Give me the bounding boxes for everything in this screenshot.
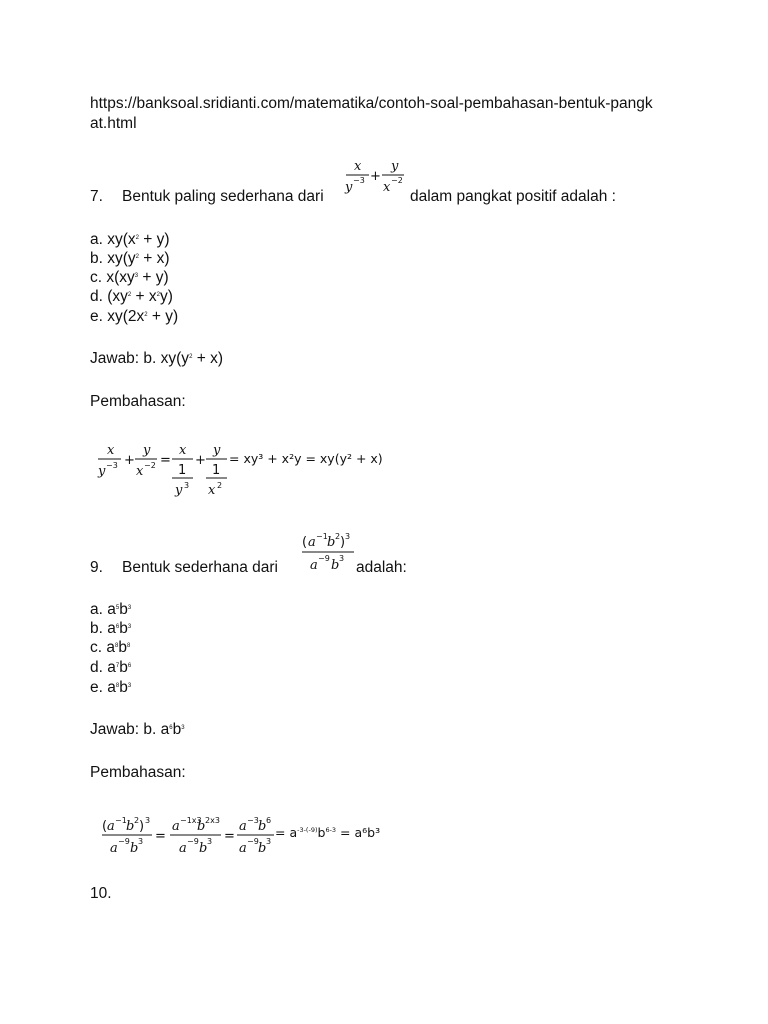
q9-expression <box>300 530 362 576</box>
svg-text:y: y <box>98 464 106 479</box>
svg-text:3: 3 <box>345 532 351 541</box>
svg-text:x: x <box>136 464 144 479</box>
q9-solution-math <box>100 814 282 860</box>
q7-tail-text: dalam pangkat positif adalah : <box>410 188 616 205</box>
svg-text:y: y <box>143 443 151 458</box>
svg-text:3: 3 <box>145 816 151 825</box>
svg-text:): ) <box>340 535 346 550</box>
svg-text:2: 2 <box>335 532 341 541</box>
svg-text:6: 6 <box>266 816 272 825</box>
svg-text:−1: −1 <box>316 532 328 541</box>
svg-text:a: a <box>308 535 316 550</box>
q7-expression <box>342 156 406 200</box>
q7-option-e: e. $xy(2x^2 + y)$ <box>90 308 179 325</box>
svg-text:y: y <box>345 180 353 195</box>
q9-discussion-label: Pembahasan: <box>90 764 186 781</box>
q9-option-c: c. $a^8b^8$ <box>90 639 131 656</box>
q9-option-e: e. $a^8b^3$ <box>90 679 132 696</box>
svg-text:x: x <box>208 483 216 498</box>
svg-text:a: a <box>239 841 247 856</box>
svg-text:2: 2 <box>134 816 140 825</box>
q7-solution-result: = xy³ + x²y = xy(y² + x) <box>229 451 383 466</box>
q9-lead-text: Bentuk sederhana dari <box>122 559 278 576</box>
svg-text:x: x <box>107 443 115 458</box>
q9-option-a: a. $a^5b^3$ <box>90 601 132 618</box>
q7-option-a: a. $xy(x^2 + y)$ <box>90 231 170 248</box>
svg-text:−3: −3 <box>247 816 259 825</box>
svg-text:a: a <box>310 558 318 573</box>
svg-text:−2: −2 <box>391 176 403 185</box>
svg-text:1: 1 <box>178 463 187 478</box>
svg-text:−1x3: −1x3 <box>180 816 202 825</box>
svg-text:): ) <box>139 819 145 834</box>
source-url: https://banksoal.sridianti.com/matematika/contoh-soal-pembahasan-bentuk-pangkat.html <box>90 95 653 132</box>
svg-text:x: x <box>179 443 187 458</box>
svg-text:b: b <box>327 535 336 550</box>
svg-text:−9: −9 <box>187 837 199 846</box>
q7-solution-math <box>96 440 236 502</box>
svg-text:2x3: 2x3 <box>205 816 220 825</box>
svg-text:b: b <box>199 841 208 856</box>
svg-text:(: ( <box>302 535 308 550</box>
svg-text:3: 3 <box>207 837 213 846</box>
q7-option-c: c. $x(xy^3 + y)$ <box>90 269 169 286</box>
svg-text:b: b <box>197 819 206 834</box>
svg-text:3: 3 <box>184 481 190 490</box>
q9-tail-text: adalah: <box>356 559 407 576</box>
svg-text:+: + <box>124 453 135 468</box>
svg-text:+: + <box>370 169 381 184</box>
svg-text:b: b <box>258 841 267 856</box>
svg-text:−3: −3 <box>106 461 118 470</box>
svg-text:−1: −1 <box>115 816 127 825</box>
svg-text:b: b <box>258 819 267 834</box>
svg-text:1: 1 <box>212 463 221 478</box>
svg-text:(: ( <box>102 819 108 834</box>
svg-text:−9: −9 <box>247 837 259 846</box>
q10-number: 10. <box>90 885 112 902</box>
q9-option-b: b. $a^6b^3$ <box>90 620 132 637</box>
svg-text:=: = <box>160 453 171 468</box>
svg-text:−9: −9 <box>318 554 330 563</box>
svg-text:x: x <box>354 159 362 174</box>
svg-text:y: y <box>391 159 399 174</box>
svg-text:b: b <box>130 841 139 856</box>
svg-text:3: 3 <box>339 554 345 563</box>
q7-option-d: d. $(xy^2 + x^2y)$ <box>90 288 173 305</box>
svg-text:a: a <box>172 819 180 834</box>
svg-text:y: y <box>213 443 221 458</box>
svg-text:−3: −3 <box>353 176 365 185</box>
svg-text:+: + <box>195 453 206 468</box>
q7-number: 7. <box>90 188 103 205</box>
svg-text:a: a <box>107 819 115 834</box>
svg-text:=: = <box>155 829 166 844</box>
svg-text:2: 2 <box>217 481 223 490</box>
svg-text:x: x <box>383 180 391 195</box>
svg-text:b: b <box>126 819 135 834</box>
svg-text:=: = <box>224 829 235 844</box>
svg-text:−9: −9 <box>118 837 130 846</box>
q7-option-b: b. $xy(y^2 + x)$ <box>90 250 170 267</box>
q7-lead-text: Bentuk paling sederhana dari <box>122 188 324 205</box>
q9-number: 9. <box>90 559 103 576</box>
q9-option-d: d. $a^7b^6$ <box>90 659 132 676</box>
q9-answer: Jawab: b. $a^6b^3$ <box>90 721 185 738</box>
q7-discussion-label: Pembahasan: <box>90 393 186 410</box>
svg-text:3: 3 <box>266 837 272 846</box>
svg-text:a: a <box>110 841 118 856</box>
svg-text:y: y <box>175 483 183 498</box>
svg-text:3: 3 <box>138 837 144 846</box>
svg-text:a: a <box>239 819 247 834</box>
svg-text:a: a <box>179 841 187 856</box>
svg-text:b: b <box>331 558 340 573</box>
q9-solution-result: = $a^{-3-(-9)}b^{6-3} = a^6b^3$ <box>275 825 381 840</box>
svg-text:−2: −2 <box>144 461 156 470</box>
q7-answer: Jawab: b. $xy(y^2 + x)$ <box>90 350 223 367</box>
